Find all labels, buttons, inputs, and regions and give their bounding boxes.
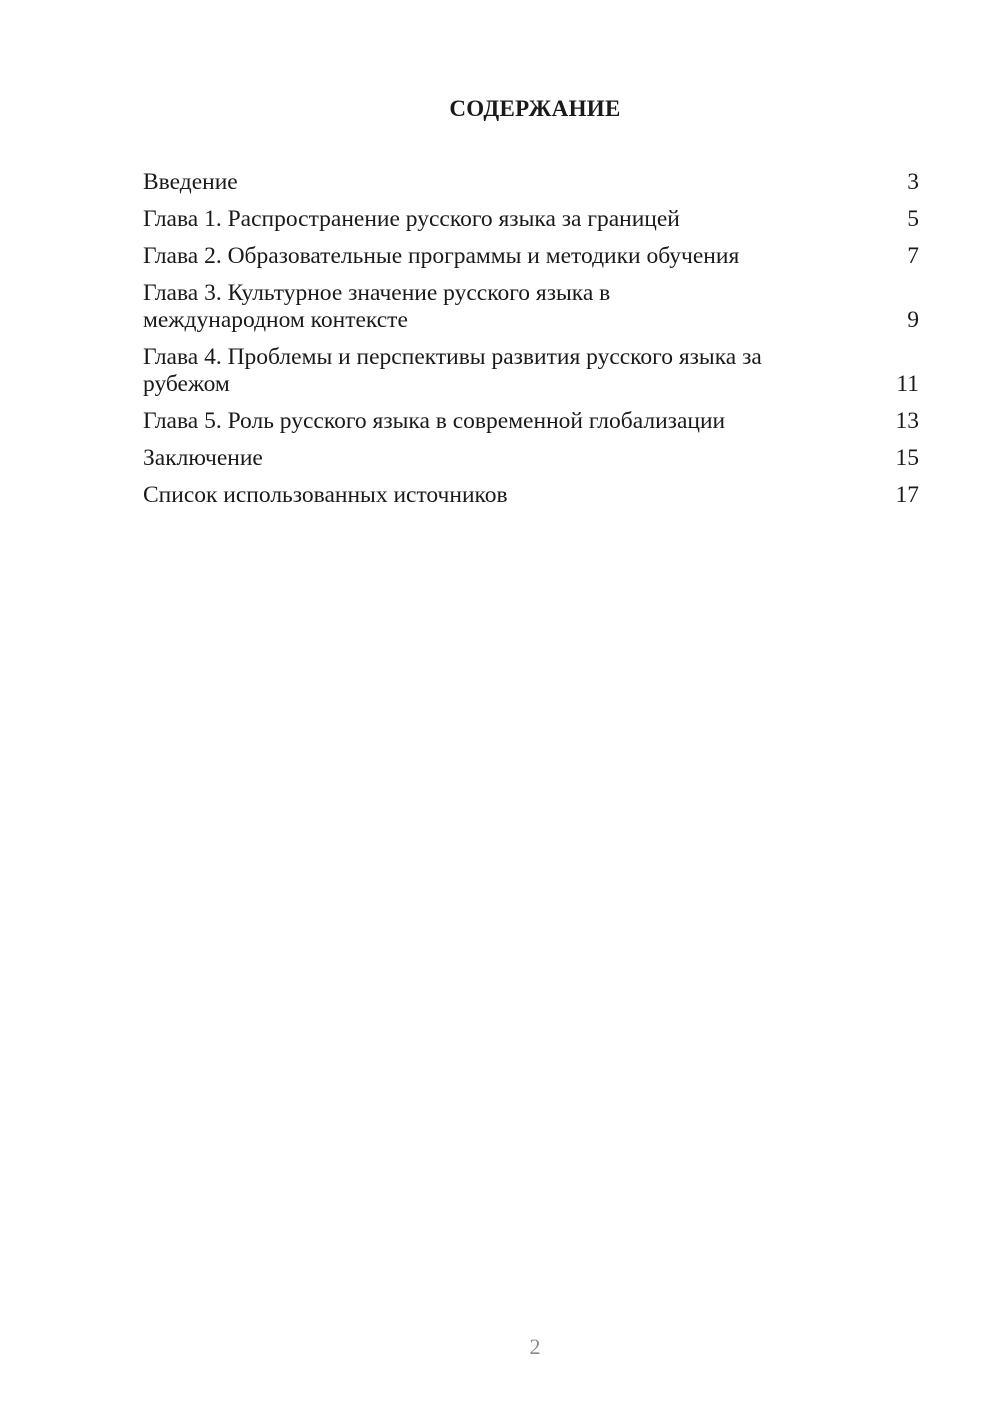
toc-entry-title: Список использованных источников <box>143 482 508 508</box>
toc-entry-chapter-4 <box>143 344 919 398</box>
toc-entry-title: Введение <box>143 169 238 195</box>
toc-entry-title: Заключение <box>143 445 263 471</box>
toc-entry-page: 11 <box>896 371 919 397</box>
toc-entry-page: 13 <box>895 408 919 434</box>
toc-entry-page: 7 <box>907 243 919 269</box>
toc-entry-title: Глава 3. Культурное значение русского языка в международном контексте <box>143 280 611 333</box>
toc-entry-title: Глава 1. Распространение русского языка за границей <box>143 206 680 232</box>
toc-entry-introduction <box>143 169 919 196</box>
toc-heading: СОДЕРЖАНИЕ <box>449 96 621 121</box>
page-number: 2 <box>529 1334 541 1359</box>
toc-entry-title: Глава 5. Роль русского языка в современной глобализации <box>143 408 726 434</box>
toc-entry-page: 17 <box>895 482 919 508</box>
toc-entry-page: 15 <box>895 445 919 471</box>
toc-entry-title: Глава 4. Проблемы и перспективы развития русского языка за рубежом <box>143 344 762 397</box>
toc-entry-title: Глава 2. Образовательные программы и методики обучения <box>143 243 740 269</box>
toc-entry-references <box>143 482 919 509</box>
toc-entry-chapter-2 <box>143 243 919 270</box>
toc-entry-chapter-1 <box>143 206 919 233</box>
toc-entry-chapter-3 <box>143 280 919 334</box>
toc-entry-page: 9 <box>907 307 919 333</box>
table-of-contents <box>143 169 919 519</box>
toc-entry-chapter-5 <box>143 408 919 435</box>
toc-entry-conclusion <box>143 445 919 472</box>
toc-entry-page: 5 <box>907 206 919 232</box>
toc-entry-page: 3 <box>907 169 919 195</box>
